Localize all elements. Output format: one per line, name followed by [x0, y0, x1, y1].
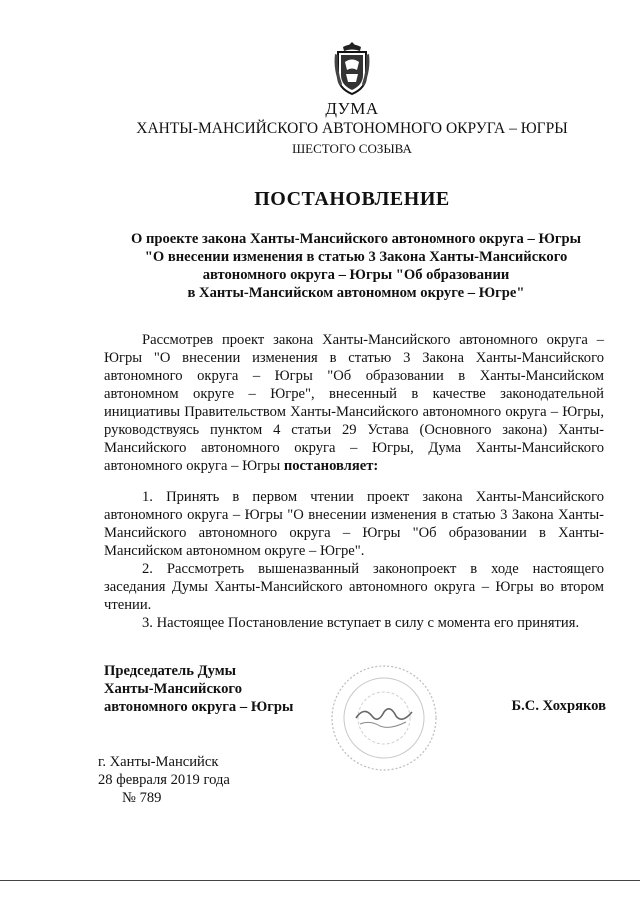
- resolution-item-2: 2. Рассмотреть вышеназванный законопроект в ходе настоящего заседания Думы Ханты-Мансийского автономного округа – Югры во втором чтении.: [104, 561, 604, 613]
- subject-line: автономного округа – Югры "Об образовании: [202, 267, 510, 283]
- coat-of-arms-icon: [332, 40, 372, 98]
- bottom-divider: [0, 880, 640, 881]
- signatory-title-line: Ханты-Мансийского: [104, 681, 242, 697]
- signatory-title: [104, 662, 334, 716]
- round-seal-icon: [326, 660, 442, 776]
- intro-text: Рассмотрев проект закона Ханты-Мансийского автономного округа – Югры "О внесении изменения в статью 3 Закона Ханты-Мансийского автономного округа – Югры "Об образовании в Ханты-Мансийском автономном округе – Югре", внесенный в качестве законодательной инициативы Правительством Ханты-Мансийского автономного округа – Югры, руководствуясь пунктом 4 статьи 29 Устава (Основного закона) Ханты-Мансийского автономного округа – Югры, Дума Ханты-Мансийского автономного округа – Югры: [104, 332, 604, 474]
- signatory-title-line: автономного округа – Югры: [104, 699, 294, 715]
- document-place-date: [98, 753, 278, 807]
- document-date: 28 февраля 2019 года: [98, 772, 230, 788]
- convocation: ШЕСТОГО СОЗЫВА: [292, 141, 412, 156]
- subject-line: в Ханты-Мансийском автономном округе – Югре": [187, 285, 525, 301]
- document-city: г. Ханты-Мансийск: [98, 754, 219, 770]
- org-name: ДУМА: [325, 99, 379, 118]
- resolution-item-3: 3. Настоящее Постановление вступает в силу с момента его принятия.: [142, 615, 580, 631]
- subject-line: "О внесении изменения в статью 3 Закона Ханты-Мансийского: [144, 249, 568, 265]
- resolution-keyword: постановляет:: [283, 458, 379, 474]
- resolution-item-1: 1. Принять в первом чтении проект закона Ханты-Мансийского автономного округа – Югры "О внесении изменения в статью 3 Закона Ханты-Мансийского автономного округа – Югры "Об образовании в Ханты-Мансийском автономном округе – Югре".: [104, 489, 604, 559]
- org-region: ХАНТЫ-МАНСИЙСКОГО АВТОНОМНОГО ОКРУГА – ЮГРЫ: [136, 120, 568, 137]
- document-subject: [108, 230, 604, 302]
- subject-line: О проекте закона Ханты-Мансийского автономного округа – Югры: [130, 231, 582, 247]
- signatory-name: Б.С. Хохряков: [511, 698, 606, 714]
- signatory-title-line: Председатель Думы: [104, 663, 237, 679]
- document-number: № 789: [122, 790, 162, 806]
- intro-paragraph: [104, 331, 604, 475]
- document-type-title: ПОСТАНОВЛЕНИЕ: [254, 188, 450, 210]
